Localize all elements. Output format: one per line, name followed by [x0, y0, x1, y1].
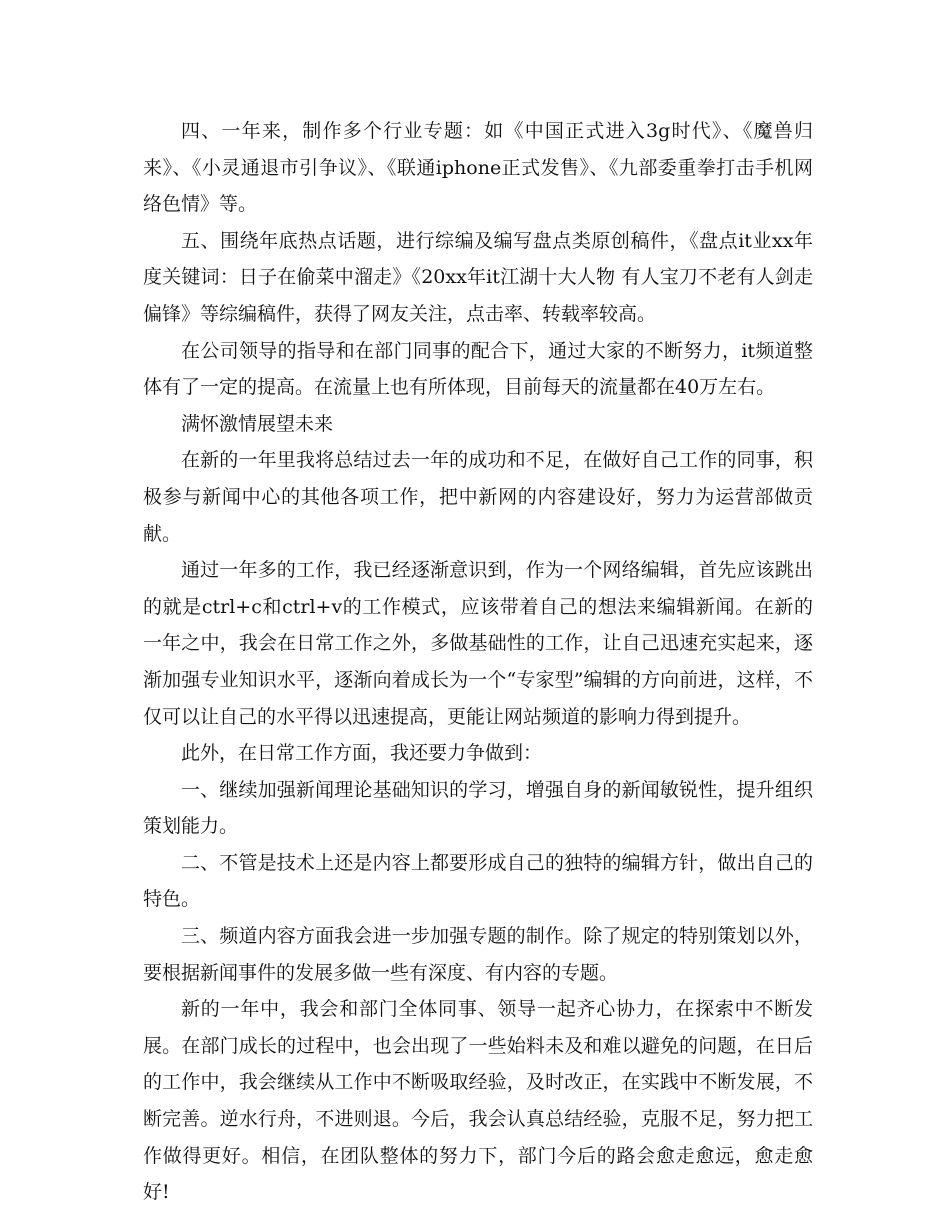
paragraph-year-end-articles: 五、围绕年底热点话题，进行综编及编写盘点类原创稿件，《盘点it业xx年度关键词：日子在偷菜中溜走》《20xx年it江湖十大人物 有人宝刀不老有人剑走偏锋》等综编稿件，获得了网友关注，点击率、转载率较高。	[143, 229, 813, 325]
paragraph-new-year-plan: 在新的一年里我将总结过去一年的成功和不足，在做好自己工作的同事，积极参与新闻中心的其他各项工作，把中新网的内容建设好，努力为运营部做贡献。	[143, 449, 813, 545]
paragraph-work-mode: 通过一年多的工作，我已经逐渐意识到，作为一个网络编辑，首先应该跳出的就是ctrl+c和ctrl+v的工作模式，应该带着自己的想法来编辑新闻。在新的一年之中，我会在日常工作之外，多做基础性的工作，让自己迅速充实起来，逐渐加强专业知识水平，逐渐向着成长为一个“专家型”编辑的方向前进，这样，不仅可以让自己的水平得以迅速提高，更能让网站频道的影响力得到提升。	[143, 559, 813, 728]
paragraph-daily-goals-intro: 此外，在日常工作方面，我还要力争做到：	[181, 742, 543, 765]
paragraph-goal-two: 二、不管是技术上还是内容上都要形成自己的独特的编辑方针，做出自己的特色。	[143, 851, 813, 911]
paragraph-special-topics: 四、一年来，制作多个行业专题：如《中国正式进入3g时代》、《魔兽归来》、《小灵通退市引争议》、《联通iphone正式发售》、《九部委重拳打击手机网络色情》等。	[143, 120, 813, 216]
paragraph-conclusion: 新的一年中，我会和部门全体同事、领导一起齐心协力，在探索中不断发展。在部门成长的过程中，也会出现了一些始料未及和难以避免的问题，在日后的工作中，我会继续从工作中不断吸取经验，及时改正，在实践中不断发展，不断完善。逆水行舟，不进则退。今后，我会认真总结经验，克服不足，努力把工作做得更好。相信，在团队整体的努力下，部门今后的路会愈走愈远，愈走愈好!	[143, 998, 813, 1204]
paragraph-goal-one: 一、继续加强新闻理论基础知识的学习，增强自身的新闻敏锐性，提升组织策划能力。	[143, 778, 813, 838]
paragraph-goal-three: 三、频道内容方面我会进一步加强专题的制作。除了规定的特别策划以外，要根据新闻事件的发展多做一些有深度、有内容的专题。	[143, 925, 813, 984]
paragraph-section-heading: 满怀激情展望未来	[181, 412, 334, 435]
paragraph-channel-improvement: 在公司领导的指导和在部门同事的配合下，通过大家的不断努力，it频道整体有了一定的提高。在流量上也有所体现，目前每天的流量都在40万左右。	[143, 339, 813, 399]
document-body	[143, 113, 813, 1211]
